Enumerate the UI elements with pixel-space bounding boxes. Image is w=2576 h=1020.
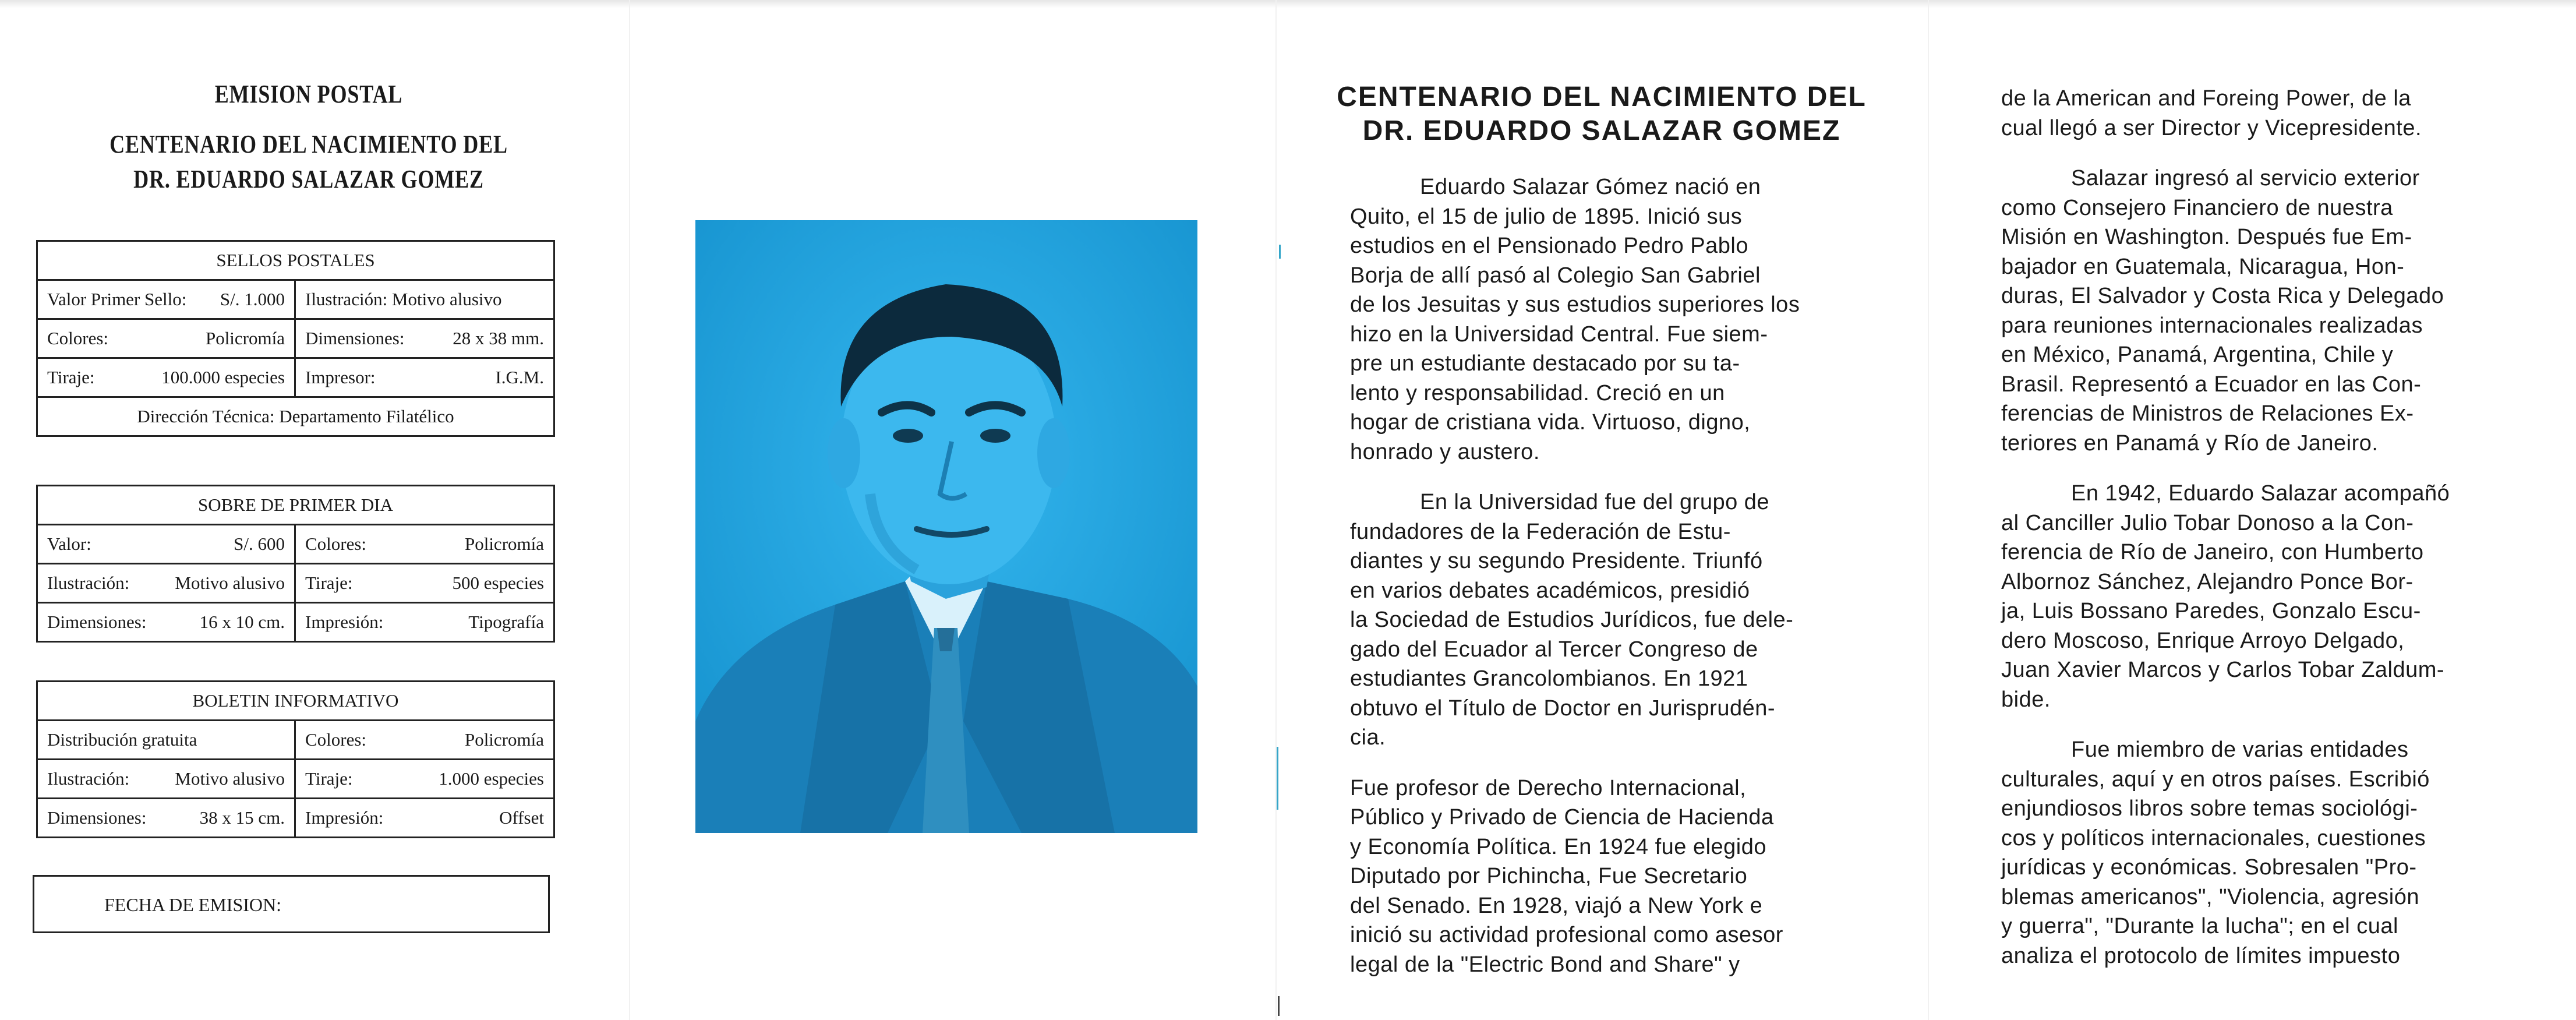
table-cell: Colores: Policromía <box>295 525 554 564</box>
heading-doctor-name: DR. EDUARDO SALAZAR GOMEZ <box>133 165 484 193</box>
panel-biography-part1 <box>1281 0 1922 1020</box>
heading-centenario: CENTENARIO DEL NACIMIENTO DEL <box>109 130 508 158</box>
table-title: SOBRE DE PRIMER DIA <box>37 486 554 525</box>
text-line: la Sociedad de Estudios Jurídicos, fue dele- <box>1350 608 1794 632</box>
text-line: En la Universidad fue del grupo de <box>1420 490 1770 514</box>
table-boletin-informativo <box>36 680 555 838</box>
text-line: Fue miembro de varias entidades <box>2071 737 2409 762</box>
text-line: de la American and Foreing Power, de la <box>2001 86 2411 111</box>
text-line: y Economía Política. En 1924 fue elegido <box>1350 834 1767 859</box>
panel-biography-part2 <box>1945 0 2576 1020</box>
bio-title-line2: DR. EDUARDO SALAZAR GOMEZ <box>1362 115 1841 146</box>
portrait-photo <box>695 220 1197 833</box>
table-cell: Ilustración: Motivo alusivo <box>295 280 554 319</box>
bio-title-line1: CENTENARIO DEL NACIMIENTO DEL <box>1337 82 1867 112</box>
text-line: Eduardo Salazar Gómez nació en <box>1420 175 1761 199</box>
margin-mark <box>1277 747 1278 810</box>
text-line: dero Moscoso, Enrique Arroyo Delgado, <box>2001 628 2405 653</box>
table-cell: Tiraje: 500 especies <box>295 564 554 603</box>
table-cell: Tiraje: 100.000 especies <box>37 358 295 397</box>
text-line: blemas americanos", "Violencia, agresión <box>2001 884 2419 909</box>
text-line: bajador en Guatemala, Nicaragua, Hon- <box>2001 254 2405 279</box>
table-cell: Valor Primer Sello: S/. 1.000 <box>37 280 295 319</box>
text-line: Diputado por Pichincha, Fue Secretario <box>1350 864 1748 888</box>
text-line: Quito, el 15 de julio de 1895. Inició sus <box>1350 204 1743 229</box>
text-line: honrado y austero. <box>1350 439 1540 464</box>
table-cell: Dimensiones: 38 x 15 cm. <box>37 799 295 838</box>
text-line: y guerra", "Durante la lucha"; en el cual <box>2001 914 2398 938</box>
text-line: Albornoz Sánchez, Alejandro Ponce Bor- <box>2001 569 2414 594</box>
panel-portrait <box>641 0 1270 1020</box>
text-line: culturales, aquí y en otros países. Escribió <box>2001 767 2430 792</box>
text-line: Borja de allí pasó al Colegio San Gabriel <box>1350 263 1761 288</box>
text-line: Misión en Washington. Después fue Em- <box>2001 225 2412 249</box>
panel-technical-data <box>0 0 617 1020</box>
text-line: Salazar ingresó al servicio exterior <box>2071 166 2420 190</box>
portrait-illustration <box>695 220 1197 833</box>
table-title: BOLETIN INFORMATIVO <box>37 682 554 721</box>
text-line: ferencias de Ministros de Relaciones Ex- <box>2001 401 2414 426</box>
table-cell: Impresor: I.G.M. <box>295 358 554 397</box>
table-cell: Colores: Policromía <box>37 319 295 358</box>
fecha-emision-box <box>33 875 550 933</box>
table-cell: Dimensiones: 16 x 10 cm. <box>37 603 295 642</box>
text-line: en México, Panamá, Argentina, Chile y <box>2001 343 2394 367</box>
table-cell: Valor: S/. 600 <box>37 525 295 564</box>
margin-mark <box>1279 245 1281 259</box>
table-cell: Impresión: Tipografía <box>295 603 554 642</box>
text-line: bide. <box>2001 687 2051 712</box>
text-line: lento y responsabilidad. Creció en un <box>1350 380 1725 405</box>
text-line: analiza el protocolo de límites impuesto <box>2001 943 2401 968</box>
table-cell: Ilustración: Motivo alusivo <box>37 760 295 799</box>
table-sellos-postales <box>36 240 555 437</box>
table-title: SELLOS POSTALES <box>37 241 554 280</box>
text-line: gado del Ecuador al Tercer Congreso de <box>1350 637 1758 662</box>
text-line: teriores en Panamá y Río de Janeiro. <box>2001 430 2379 456</box>
text-line: como Consejero Financiero de nuestra <box>2001 195 2393 220</box>
text-line: obtuvo el Título de Doctor en Jurisprudén- <box>1350 696 1776 721</box>
heading-emision-postal: EMISION POSTAL <box>214 80 403 108</box>
table-cell: Dimensiones: 28 x 38 mm. <box>295 319 554 358</box>
table-sobre-primer-dia <box>36 485 555 643</box>
table-cell: Impresión: Offset <box>295 799 554 838</box>
text-line: en varios debates académicos, presidió <box>1350 578 1750 603</box>
text-line: cual llegó a ser Director y Vicepresidente. <box>2001 115 2422 140</box>
text-line: jurídicas y económicas. Sobresalen "Pro- <box>2001 855 2417 880</box>
table-cell: Tiraje: 1.000 especies <box>295 760 554 799</box>
text-line: Fue profesor de Derecho Internacional, <box>1350 775 1747 800</box>
text-line: diantes y su segundo Presidente. Triunfó <box>1350 549 1763 573</box>
text-line: Brasil. Representó a Ecuador en las Con- <box>2001 372 2422 397</box>
crop-mark <box>1278 996 1280 1016</box>
text-line: inició su actividad profesional como asesor <box>1350 923 1783 947</box>
fold-line-2 <box>1275 0 1277 1020</box>
text-line: hogar de cristiana vida. Virtuoso, digno, <box>1350 410 1751 435</box>
text-line: enjundiosos libros sobre temas sociológi- <box>2001 796 2418 821</box>
text-line: ferencia de Río de Janeiro, con Humberto <box>2001 540 2424 564</box>
text-line: estudiantes Grancolombianos. En 1921 <box>1350 666 1748 691</box>
text-line: estudios en el Pensionado Pedro Pablo <box>1350 234 1748 258</box>
table-cell: Distribución gratuita <box>37 721 295 760</box>
text-line: En 1942, Eduardo Salazar acompañó <box>2071 481 2450 506</box>
text-line: para reuniones internacionales realizadas <box>2001 313 2423 338</box>
text-line: cia. <box>1350 725 1386 750</box>
fold-line-1 <box>629 0 630 1020</box>
text-line: de los Jesuitas y sus estudios superiores los <box>1350 292 1800 317</box>
text-line: fundadores de la Federación de Estu- <box>1350 519 1731 544</box>
text-line: al Canciller Julio Tobar Donoso a la Con- <box>2001 510 2414 535</box>
table-footer: Dirección Técnica: Departamento Filatélico <box>37 397 554 436</box>
text-line: del Senado. En 1928, viajó a New York e <box>1350 893 1763 918</box>
table-cell: Colores: Policromía <box>295 721 554 760</box>
text-line: ja, Luis Bossano Paredes, Gonzalo Escu- <box>2001 599 2421 623</box>
text-line: pre un estudiante destacado por su ta- <box>1350 351 1740 376</box>
fold-line-3 <box>1928 0 1929 1020</box>
text-line: cos y políticos internacionales, cuestiones <box>2001 825 2426 850</box>
text-line: duras, El Salvador y Costa Rica y Delegado <box>2001 284 2444 308</box>
text-line: Juan Xavier Marcos y Carlos Tobar Zaldum- <box>2001 658 2445 682</box>
text-line: hizo en la Universidad Central. Fue siem- <box>1350 322 1768 347</box>
table-cell: Ilustración: Motivo alusivo <box>37 564 295 603</box>
text-line: Público y Privado de Ciencia de Hacienda <box>1350 805 1774 830</box>
text-line: legal de la "Electric Bond and Share" y <box>1350 952 1740 977</box>
fecha-emision-label: FECHA DE EMISION: <box>104 894 282 915</box>
